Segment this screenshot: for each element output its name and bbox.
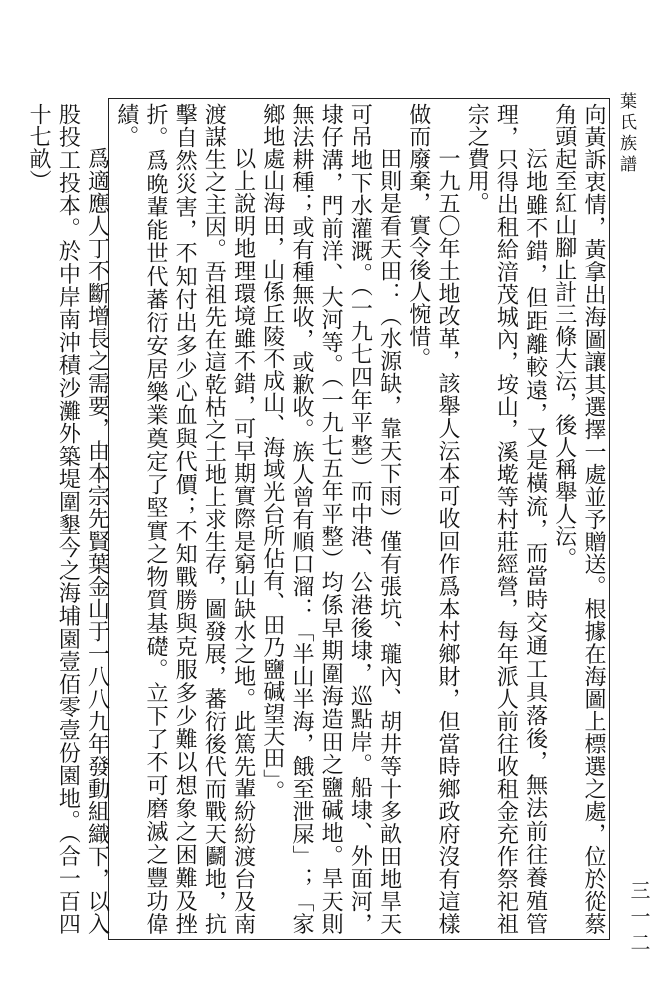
paragraph: 爲適應人丁不斷增長之需要，由本宗先賢葉金山于一八八九年發動組織下，以入股投工投本。於中岸南沖積沙灘外築堤圍墾今之海埔園壹佰零壹份園地。（合一百四十七畝） xyxy=(26,103,110,935)
paragraph: 一九五〇年土地改革，該舉人沄本可收回作爲本村鄉財，但當時鄉政府沒有這樣做而廢棄，實令後人惋惜。 xyxy=(405,103,460,935)
paragraph: 向黃訴衷情，黃拿出海圖讓其選擇一處並予贈送。根據在海圖上標選之處，位於從蔡角頭起至紅山腳止計三條大沄，後人稱舉人沄。 xyxy=(551,103,606,935)
page-number: 三一二 xyxy=(627,880,651,958)
paragraph: 以上說明地理環境雖不錯，可早期實際是窮山缺水之地。此篤先輩紛紛渡台及南渡謀生之主因。吾祖先在這乾枯之土地上求生存，圖發展，蕃衍後代而戰天鬬地，抗擊自然災害，不知付出多少心血與代價；不知戰勝與克服多少難以想象之困難及挫折。爲晩輩能世代蕃衍安居樂業奠定了堅實之物質基礎。立下了不可磨滅之豐功偉績。 xyxy=(113,103,256,935)
body-text xyxy=(26,103,608,935)
book-title: 葉氏族譜 xyxy=(616,92,636,176)
paragraph: 田則是看天田：（水源缺，靠天下雨）僅有張坑、瓏內、胡井等十多畝田地旱天可吊地下水灌溉。（一九七四年平整）而中港、公港後埭，巡點岸。船埭、外面河，埭仔溝，門前洋、大河等。（一九七五年平整）均係早期圍海造田之鹽碱地。旱天則無法耕種；或有種無收，或歉收。族人曾有順口溜：「半山半海，餓至泄屎」；「家鄉地處山海田，山係丘陵不成山、海域光台所佔有、田乃鹽碱望天田」。 xyxy=(259,103,402,935)
paragraph: 沄地雖不錯，但距離較遠，又是橫流，而當時交通工具落後，無法前往養殖管理，只得出租給湆茂城內，垵山，溪墘等村莊經營，每年派人前往收租金充作祭祀祖宗之費用。 xyxy=(464,103,548,935)
